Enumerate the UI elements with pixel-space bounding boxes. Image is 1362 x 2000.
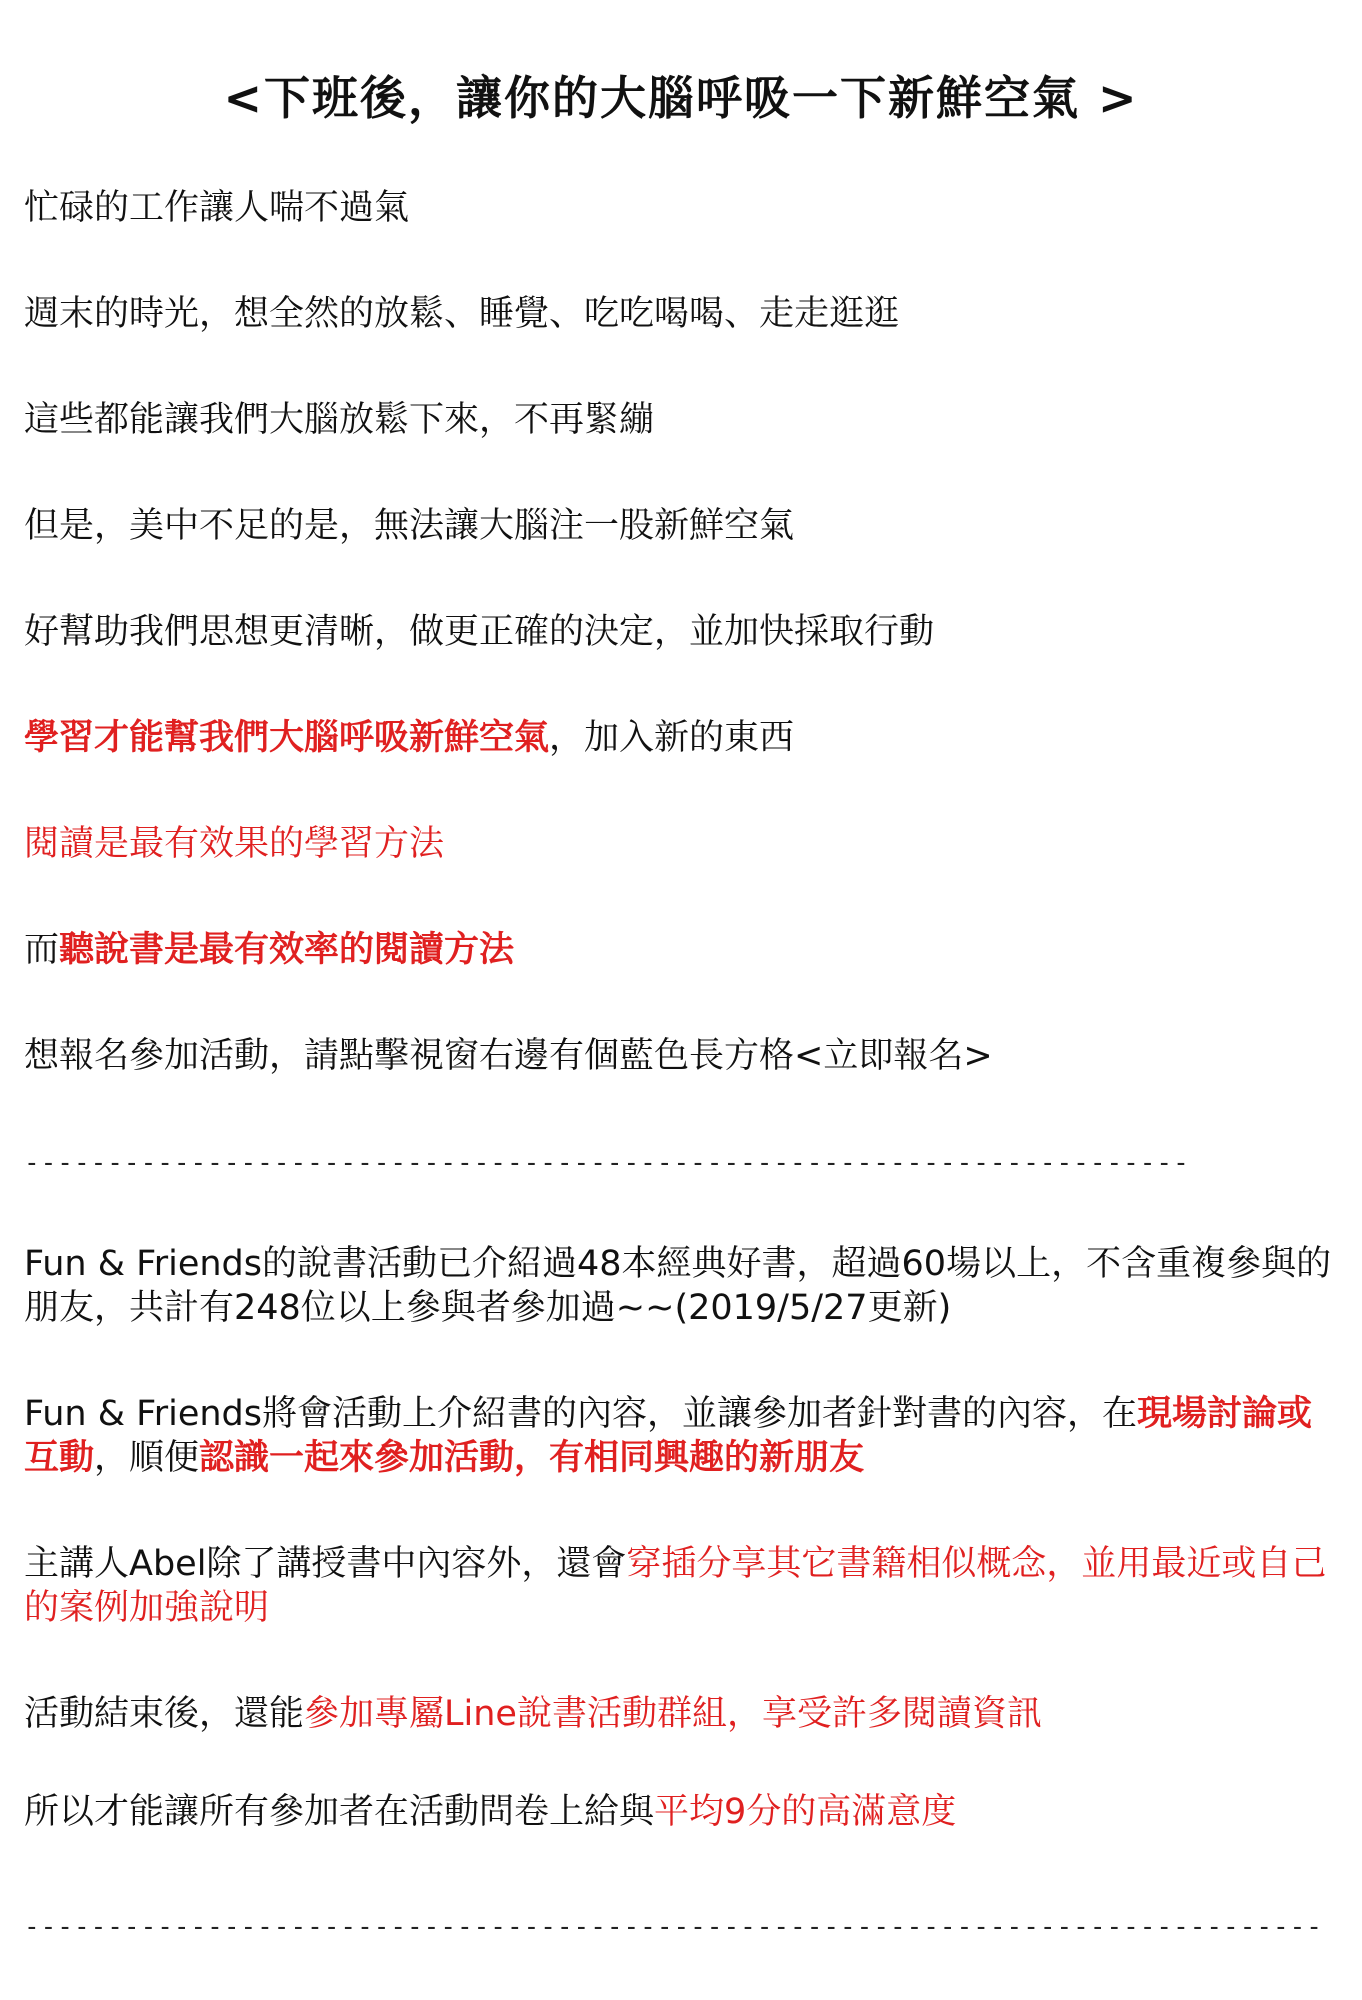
text-line-9: 想報名參加活動，請點擊視窗右邊有個藍色長方格<立即報名>: [24, 1036, 993, 1076]
divider-2: ------------------------------------------------------------------------------: [24, 1912, 1323, 1942]
highlight-new-friends: 認識一起來參加活動，有相同興趣的新朋友: [199, 1438, 865, 1478]
highlight-line-group: 參加專屬Line說書活動群組，享受許多閱讀資訊: [304, 1694, 1042, 1734]
highlight-discussion: 現場討論或互動: [24, 1394, 1313, 1478]
highlight-satisfaction: 平均9分的高滿意度: [654, 1792, 957, 1832]
text-line-8-prefix: 而: [24, 930, 60, 970]
text-line-1: 忙碌的工作讓人喘不過氣: [24, 188, 410, 228]
paragraph-line-group-part-1: 活動結束後，還能: [24, 1694, 305, 1734]
divider-1: ----------------------------------------------------------------------: [24, 1148, 1190, 1178]
paragraph-activity-part-1: Fun & Friends將會活動上介紹書的內容，並讓參加者針對書的內容，在: [24, 1394, 1137, 1434]
paragraph-satisfaction: [24, 1790, 956, 1834]
text-line-4: 但是，美中不足的是，無法讓大腦注一股新鮮空氣: [24, 506, 795, 546]
paragraph-speaker-part-1: 主講人Abel除了講授書中內容外，還會: [24, 1544, 627, 1584]
paragraph-activity: [24, 1392, 1344, 1480]
text-line-6-rest: ，加入新的東西: [549, 718, 795, 758]
text-line-5: 好幫助我們思想更清晰，做更正確的決定，並加快採取行動: [24, 612, 935, 652]
paragraph-stats: Fun & Friends的說書活動已介紹過48本經典好書，超過60場以上，不含重複參與的朋友，共計有248位以上參與者參加過~~(2019/5/27更新): [24, 1244, 1332, 1328]
text-line-7: 閱讀是最有效果的學習方法: [24, 824, 445, 864]
paragraph-speaker: [24, 1542, 1344, 1630]
highlight-learning: 學習才能幫我們大腦呼吸新鮮空氣: [24, 718, 550, 758]
highlight-audiobook: 聽說書是最有效率的閱讀方法: [59, 930, 515, 970]
text-line-3: 這些都能讓我們大腦放鬆下來，不再緊繃: [24, 400, 655, 440]
paragraph-line-group: [24, 1692, 1042, 1736]
highlight-sharing: 穿插分享其它書籍相似概念，並用最近或自己的案例加強說明: [24, 1544, 1327, 1628]
text-line-6: [24, 716, 794, 760]
paragraph-activity-part-2: ，順便: [94, 1438, 200, 1478]
page-title: <下班後，讓你的大腦呼吸一下新鮮空氣 >: [223, 71, 1139, 125]
paragraph-satisfaction-part-1: 所以才能讓所有參加者在活動問卷上給與: [24, 1792, 655, 1832]
text-line-2: 週末的時光，想全然的放鬆、睡覺、吃吃喝喝、走走逛逛: [24, 294, 900, 334]
text-line-8: [24, 928, 514, 972]
